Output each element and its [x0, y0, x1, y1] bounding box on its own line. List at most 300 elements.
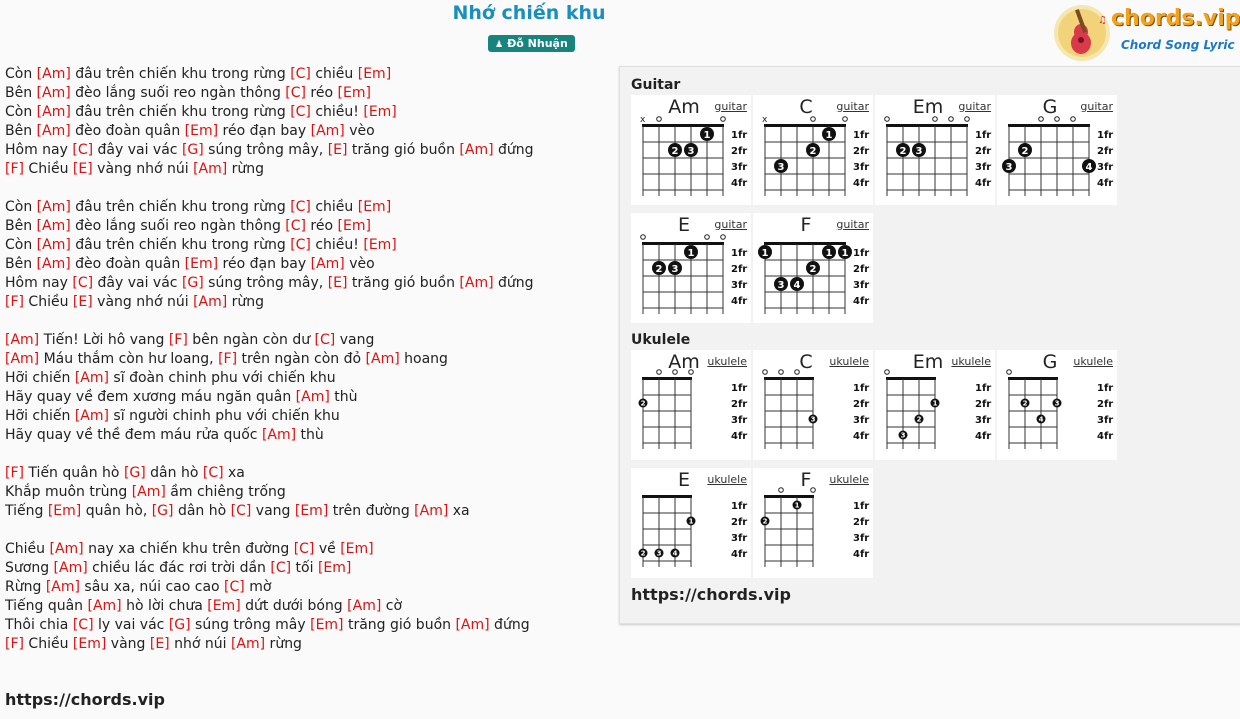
lyric-line	[5, 616, 534, 635]
chord-tag[interactable]: [E]	[72, 161, 93, 177]
ukulele-section-title: Ukulele	[631, 332, 691, 348]
fret-label: 2fr	[975, 146, 992, 157]
fret-label: 2fr	[731, 264, 748, 275]
fretboard	[753, 213, 873, 323]
chord-tag[interactable]: [Em]	[317, 560, 352, 576]
fret-label: 2fr	[853, 399, 870, 410]
finger-number: 1	[687, 248, 695, 259]
lyric-text: Bên	[5, 256, 37, 272]
guitar-link[interactable]: guitar	[1080, 100, 1113, 113]
finger-number: 4	[672, 549, 678, 558]
chord-tag[interactable]: [C]	[72, 142, 94, 158]
lyric-text: Chiều	[23, 161, 73, 177]
fret-label: 4fr	[853, 296, 870, 307]
open-string-marker	[795, 370, 800, 375]
lyric-text: vang	[335, 332, 375, 348]
lyric-text: Rừng	[5, 579, 46, 595]
lyric-line	[5, 312, 534, 331]
fretboard	[631, 95, 751, 205]
fretboard	[875, 350, 995, 460]
chord-tag[interactable]: [Am]	[310, 123, 345, 139]
finger-number: 2	[1021, 146, 1029, 157]
lyric-line	[5, 521, 534, 540]
chord-name: E	[677, 214, 690, 236]
finger-number: 1	[825, 130, 833, 141]
chord-tag[interactable]: [Am]	[261, 427, 297, 443]
lyric-text: Hôm nay	[5, 142, 73, 158]
chord-tag[interactable]: [G]	[151, 503, 174, 519]
lyric-text: trăng gió buồn	[347, 275, 460, 291]
chord-tag[interactable]: [G]	[181, 142, 204, 158]
lyric-text: rừng	[227, 294, 265, 310]
nut	[886, 377, 936, 380]
chord-tag[interactable]: [Em]	[207, 598, 241, 614]
lyric-text: đây vai vác	[93, 275, 182, 291]
lyric-text: mờ	[244, 579, 272, 595]
finger-number: 2	[1022, 399, 1028, 408]
ukulele-link[interactable]: ukulele	[829, 473, 869, 486]
lyric-text: Còn	[5, 66, 37, 82]
lyric-text: réo đạn bay	[218, 256, 311, 272]
lyric-text: Hôm nay	[5, 275, 73, 291]
fret-label: 3fr	[1097, 162, 1114, 173]
lyric-text: Bên	[5, 85, 37, 101]
lyric-text: đèo lắng suối reo ngàn thông	[70, 85, 286, 101]
chord-tag[interactable]: [C]	[293, 541, 315, 557]
chord-tag[interactable]: [Am]	[45, 579, 80, 595]
open-string-marker	[933, 117, 938, 122]
chord-tag[interactable]: [Am]	[74, 408, 109, 424]
chord-tag[interactable]: [Am]	[459, 142, 494, 158]
chord-tag[interactable]: [Am]	[36, 218, 71, 234]
chord-tag[interactable]: [Am]	[193, 294, 228, 310]
lyric-line	[5, 407, 534, 426]
lyric-text: tối	[291, 560, 318, 576]
lyric-text: súng trông mây,	[203, 275, 328, 291]
lyric-line	[5, 160, 534, 179]
guitar-chord-diagram-am[interactable]	[631, 95, 751, 205]
ukulele-chord-diagram-c[interactable]	[753, 350, 873, 460]
ukulele-link[interactable]: ukulele	[829, 355, 869, 368]
chord-tag[interactable]: [Am]	[5, 351, 40, 367]
nut	[764, 495, 814, 498]
fret-label: 4fr	[853, 549, 870, 560]
lyric-text: vàng nhớ núi	[92, 294, 194, 310]
finger-number: 2	[640, 399, 646, 408]
fret-label: 2fr	[1097, 399, 1114, 410]
lyric-text: Chiều	[23, 294, 73, 310]
finger-number: 3	[777, 280, 785, 291]
lyric-text: đèo đoàn quân	[70, 123, 185, 139]
ukulele-link[interactable]: ukulele	[951, 355, 991, 368]
chord-tag[interactable]: [G]	[181, 275, 204, 291]
lyric-text: vèo	[344, 123, 375, 139]
chord-tag[interactable]: [C]	[290, 199, 311, 215]
guitar-link[interactable]: guitar	[836, 100, 869, 113]
chord-tag[interactable]: [Am]	[36, 199, 71, 215]
guitar-chord-diagram-em[interactable]	[875, 95, 995, 205]
lyric-line	[5, 217, 534, 236]
chord-tag[interactable]: [Am]	[36, 66, 71, 82]
finger-number: 3	[810, 415, 816, 424]
lyric-text: Chiều	[23, 636, 73, 652]
lyric-line	[5, 274, 534, 293]
lyric-text: sâu xa, núi cao cao	[79, 579, 225, 595]
lyric-text: xa	[448, 503, 470, 519]
nut	[886, 124, 968, 127]
lyric-text: vèo	[344, 256, 375, 272]
chord-tag[interactable]: [Am]	[414, 503, 449, 519]
open-string-marker	[885, 117, 890, 122]
lyric-text: súng trông mây,	[203, 142, 328, 158]
fret-label: 4fr	[731, 549, 748, 560]
finger-number: 2	[916, 415, 922, 424]
nut	[1008, 377, 1058, 380]
fret-label: 4fr	[731, 431, 748, 442]
lyric-text: hoang	[399, 351, 448, 367]
lyric-text: đâu trên chiến khu trong rừng	[70, 237, 291, 253]
lyric-text: đâu trên chiến khu trong rừng	[70, 199, 291, 215]
guitar-link[interactable]: guitar	[958, 100, 991, 113]
lyric-line	[5, 179, 534, 198]
lyric-text: đâu trên chiến khu trong rừng	[70, 66, 291, 82]
open-string-marker	[721, 117, 726, 122]
lyric-text: ly vai vác	[93, 617, 169, 633]
open-string-marker	[721, 235, 726, 240]
chord-tag[interactable]: [E]	[327, 275, 348, 291]
guitar-section-title: Guitar	[631, 77, 681, 93]
fret-label: 3fr	[853, 415, 870, 426]
lyric-text: hò lời chưa	[121, 598, 208, 614]
finger-number: 1	[841, 248, 849, 259]
finger-number: 2	[809, 264, 817, 275]
lyric-text: sĩ đoàn chinh phu với chiến khu	[108, 370, 336, 386]
open-string-marker	[689, 370, 694, 375]
lyric-text: Tiến quân hò	[23, 465, 124, 481]
chord-tag[interactable]: [Am]	[36, 237, 71, 253]
chord-name: Em	[912, 351, 944, 373]
fret-label: 2fr	[731, 399, 748, 410]
fret-label: 1fr	[853, 383, 870, 394]
fretboard	[875, 95, 995, 205]
chord-tag[interactable]: [C]	[230, 503, 252, 519]
lyric-text: Còn	[5, 237, 37, 253]
lyric-text: chiều	[310, 199, 358, 215]
nut	[764, 124, 846, 127]
lyric-line	[5, 464, 534, 483]
ukulele-chord-diagram-f[interactable]	[753, 468, 873, 578]
lyric-text: réo	[305, 218, 338, 234]
fretboard	[997, 350, 1117, 460]
fret-label: 2fr	[1097, 146, 1114, 157]
fretboard	[631, 213, 751, 323]
chord-tag[interactable]: [Am]	[36, 256, 71, 272]
finger-number: 2	[762, 517, 768, 526]
chord-tag[interactable]: [E]	[327, 142, 348, 158]
lyric-text: thù	[296, 427, 324, 443]
lyric-text: vang	[251, 503, 295, 519]
finger-number: 3	[656, 549, 662, 558]
fret-label: 4fr	[1097, 431, 1114, 442]
chord-name: F	[800, 214, 812, 236]
guitar-link[interactable]: guitar	[714, 100, 747, 113]
open-string-marker	[779, 370, 784, 375]
chord-tag[interactable]: [C]	[72, 617, 94, 633]
chord-tag[interactable]: [C]	[270, 560, 292, 576]
chord-tag[interactable]: [Am]	[36, 104, 71, 120]
chord-tag[interactable]: [Em]	[294, 503, 329, 519]
fret-label: 4fr	[975, 431, 992, 442]
open-string-marker	[811, 117, 816, 122]
lyric-text: nhớ núi	[169, 636, 231, 652]
lyric-text: chiều!	[310, 237, 364, 253]
fretboard	[753, 468, 873, 578]
chord-tag[interactable]: [C]	[285, 85, 306, 101]
chord-tag[interactable]: [Am]	[36, 85, 71, 101]
finger-number: 1	[703, 130, 711, 141]
nut	[764, 242, 846, 245]
chord-tag[interactable]: [Em]	[340, 541, 374, 557]
chord-tag[interactable]: [C]	[290, 237, 311, 253]
open-string-marker	[657, 370, 662, 375]
fret-label: 1fr	[975, 130, 992, 141]
fret-label: 1fr	[853, 501, 870, 512]
chord-tag[interactable]: [Am]	[295, 389, 330, 405]
chord-tag[interactable]: [Em]	[184, 256, 219, 272]
lyric-text: Hỡi chiến	[5, 408, 75, 424]
lyric-line	[5, 122, 534, 141]
finger-number: 1	[825, 248, 833, 259]
fret-label: 2fr	[853, 517, 870, 528]
nut	[642, 124, 724, 127]
lyric-text: réo đạn bay	[218, 123, 311, 139]
lyric-text: đâu trên chiến khu trong rừng	[70, 104, 291, 120]
fret-label: 3fr	[731, 162, 748, 173]
fret-label: 3fr	[731, 415, 748, 426]
chord-tag[interactable]: [Am]	[74, 370, 109, 386]
chord-tag[interactable]: [G]	[123, 465, 146, 481]
chord-tag[interactable]: [F]	[5, 294, 24, 310]
chord-tag[interactable]: [C]	[314, 332, 336, 348]
fret-label: 3fr	[731, 280, 748, 291]
lyric-text: đèo đoàn quân	[70, 256, 185, 272]
guitar-link[interactable]: guitar	[836, 218, 869, 231]
open-string-marker	[763, 370, 768, 375]
fret-label: 2fr	[731, 517, 748, 528]
chord-tag[interactable]: [Em]	[72, 636, 107, 652]
ukulele-chord-diagram-e[interactable]	[631, 468, 751, 578]
chord-tag[interactable]: [Em]	[337, 218, 371, 234]
fret-label: 2fr	[731, 146, 748, 157]
lyric-text: trăng gió buồn	[343, 617, 456, 633]
open-string-marker	[811, 488, 816, 493]
lyric-text: Tiếng	[5, 503, 48, 519]
lyric-text: dân hò	[173, 503, 231, 519]
chord-tag[interactable]: [Am]	[230, 636, 266, 652]
nut	[764, 377, 814, 380]
fret-label: 4fr	[853, 431, 870, 442]
guitar-chord-diagram-g[interactable]	[997, 95, 1117, 205]
lyric-text: trên ngàn còn đỏ	[237, 351, 366, 367]
finger-number: 3	[777, 162, 785, 173]
nut	[642, 495, 692, 498]
chord-tag[interactable]: [Am]	[53, 560, 88, 576]
chord-tag[interactable]: [Am]	[36, 123, 71, 139]
lyric-text: trên đường	[328, 503, 415, 519]
finger-number: 2	[640, 549, 646, 558]
finger-number: 2	[899, 146, 907, 157]
lyric-text: xa	[223, 465, 245, 481]
lyric-text: Thôi chia	[5, 617, 73, 633]
fret-label: 4fr	[853, 178, 870, 189]
open-string-marker	[885, 370, 890, 375]
lyric-line	[5, 578, 534, 597]
lyric-text: chiều lác đác rơi trời dần	[87, 560, 271, 576]
chord-tag[interactable]: [Em]	[337, 85, 371, 101]
lyric-text: đèo lắng suối reo ngàn thông	[70, 218, 286, 234]
open-string-marker	[779, 488, 784, 493]
chord-tag[interactable]: [F]	[218, 351, 238, 367]
lyric-text: thù	[329, 389, 358, 405]
chord-tag[interactable]: [Em]	[184, 123, 219, 139]
chord-tag[interactable]: [Em]	[47, 503, 82, 519]
finger-number: 1	[688, 517, 694, 526]
lyric-text: súng trông mây	[190, 617, 311, 633]
ukulele-link[interactable]: ukulele	[1073, 355, 1113, 368]
fret-label: 3fr	[975, 415, 992, 426]
lyric-text: đứng	[489, 617, 530, 633]
panel-url[interactable]: https://chords.vip	[631, 585, 791, 604]
song-title: Nhớ chiến khu	[452, 2, 606, 24]
guitar-link[interactable]: guitar	[714, 218, 747, 231]
chord-tag[interactable]: [Em]	[363, 104, 397, 120]
chord-tag[interactable]: [Am]	[455, 617, 490, 633]
chord-tag[interactable]: [F]	[5, 636, 24, 652]
chord-tag[interactable]: [F]	[168, 332, 188, 348]
nut	[642, 242, 724, 245]
open-string-marker	[1007, 370, 1012, 375]
lyric-text: chiều!	[310, 104, 364, 120]
lyric-text: trăng gió buồn	[347, 142, 460, 158]
chord-tag[interactable]: [Am]	[87, 598, 122, 614]
fret-label: 2fr	[853, 146, 870, 157]
lyric-line	[5, 635, 534, 654]
lyric-line	[5, 540, 534, 559]
lyric-text: Tiếng quân	[5, 598, 88, 614]
fret-label: 1fr	[975, 383, 992, 394]
ukulele-chord-diagram-em[interactable]	[875, 350, 995, 460]
muted-string-marker: x	[762, 115, 768, 125]
chord-name: Am	[668, 351, 700, 373]
lyric-text: vàng nhớ núi	[92, 161, 194, 177]
finger-number: 3	[1054, 399, 1060, 408]
chord-tag[interactable]: [E]	[149, 636, 170, 652]
open-string-marker	[673, 370, 678, 375]
open-string-marker	[843, 117, 848, 122]
fret-label: 1fr	[853, 130, 870, 141]
chord-tag[interactable]: [Am]	[459, 275, 494, 291]
fretboard	[753, 350, 873, 460]
fret-label: 1fr	[1097, 383, 1114, 394]
chord-tag[interactable]: [Em]	[310, 617, 344, 633]
chord-tag[interactable]: [C]	[202, 465, 224, 481]
lyric-text: Còn	[5, 104, 37, 120]
lyric-text: vàng	[106, 636, 150, 652]
finger-number: 4	[793, 280, 801, 291]
lyric-line	[5, 84, 534, 103]
lyric-text: cờ	[381, 598, 403, 614]
chord-tag[interactable]: [Am]	[193, 161, 228, 177]
lyric-text: Hãy quay về đem xương máu ngăn quân	[5, 389, 296, 405]
lyric-text: Bên	[5, 123, 37, 139]
lyric-line	[5, 103, 534, 122]
lyric-text: đứng	[493, 142, 534, 158]
open-string-marker	[965, 117, 970, 122]
fret-label: 1fr	[731, 248, 748, 259]
fret-label: 4fr	[975, 178, 992, 189]
ukulele-chord-diagram-am[interactable]	[631, 350, 751, 460]
footer-url[interactable]: https://chords.vip	[5, 690, 165, 709]
fretboard	[997, 95, 1117, 205]
brand-tagline: Chord Song Lyric	[1121, 38, 1235, 52]
open-string-marker	[949, 117, 954, 122]
chord-tag[interactable]: [C]	[290, 104, 311, 120]
chord-tag[interactable]: [C]	[285, 218, 306, 234]
lyric-text: dứt dưới bóng	[240, 598, 348, 614]
chord-tag[interactable]: [Am]	[5, 332, 40, 348]
finger-number: 2	[809, 146, 817, 157]
lyric-text: Máu thắm còn hư loang,	[39, 351, 219, 367]
chord-tag[interactable]: [C]	[290, 66, 311, 82]
chord-tag[interactable]: [F]	[5, 465, 24, 481]
chord-tag[interactable]: [Am]	[131, 484, 166, 500]
lyric-text: Sương	[5, 560, 54, 576]
ukulele-link[interactable]: ukulele	[707, 473, 747, 486]
chord-tag[interactable]: [C]	[224, 579, 245, 595]
chord-tag[interactable]: [F]	[5, 161, 24, 177]
finger-number: 1	[794, 501, 800, 510]
chord-name: G	[1042, 96, 1058, 118]
chord-tag[interactable]: [Am]	[310, 256, 345, 272]
ukulele-link[interactable]: ukulele	[707, 355, 747, 368]
nut	[1008, 124, 1090, 127]
chord-tag[interactable]: [Am]	[49, 541, 84, 557]
chord-tag[interactable]: [Em]	[363, 237, 397, 253]
chord-tag[interactable]: [Em]	[357, 66, 392, 82]
finger-number: 3	[900, 431, 906, 440]
chord-name: C	[799, 96, 813, 118]
finger-number: 3	[671, 264, 679, 275]
guitar-chord-diagram-e[interactable]	[631, 213, 751, 323]
lyrics-block	[5, 65, 534, 654]
guitar-chord-diagram-f[interactable]	[753, 213, 873, 323]
chord-tag[interactable]: [Am]	[347, 598, 382, 614]
chord-tag[interactable]: [E]	[72, 294, 93, 310]
chord-name: Am	[668, 96, 700, 118]
chord-tag[interactable]: [G]	[168, 617, 191, 633]
chord-tag[interactable]: [Em]	[357, 199, 392, 215]
ukulele-chord-diagram-g[interactable]	[997, 350, 1117, 460]
author-badge[interactable]	[488, 35, 575, 52]
chord-name: E	[677, 469, 690, 491]
chord-tag[interactable]: [Am]	[365, 351, 400, 367]
chord-tag[interactable]: [C]	[72, 275, 94, 291]
lyric-line	[5, 65, 534, 84]
lyric-text: dân hò	[145, 465, 203, 481]
fretboard	[631, 350, 751, 460]
finger-number: 2	[671, 146, 679, 157]
guitar-chord-diagram-c[interactable]	[753, 95, 873, 205]
